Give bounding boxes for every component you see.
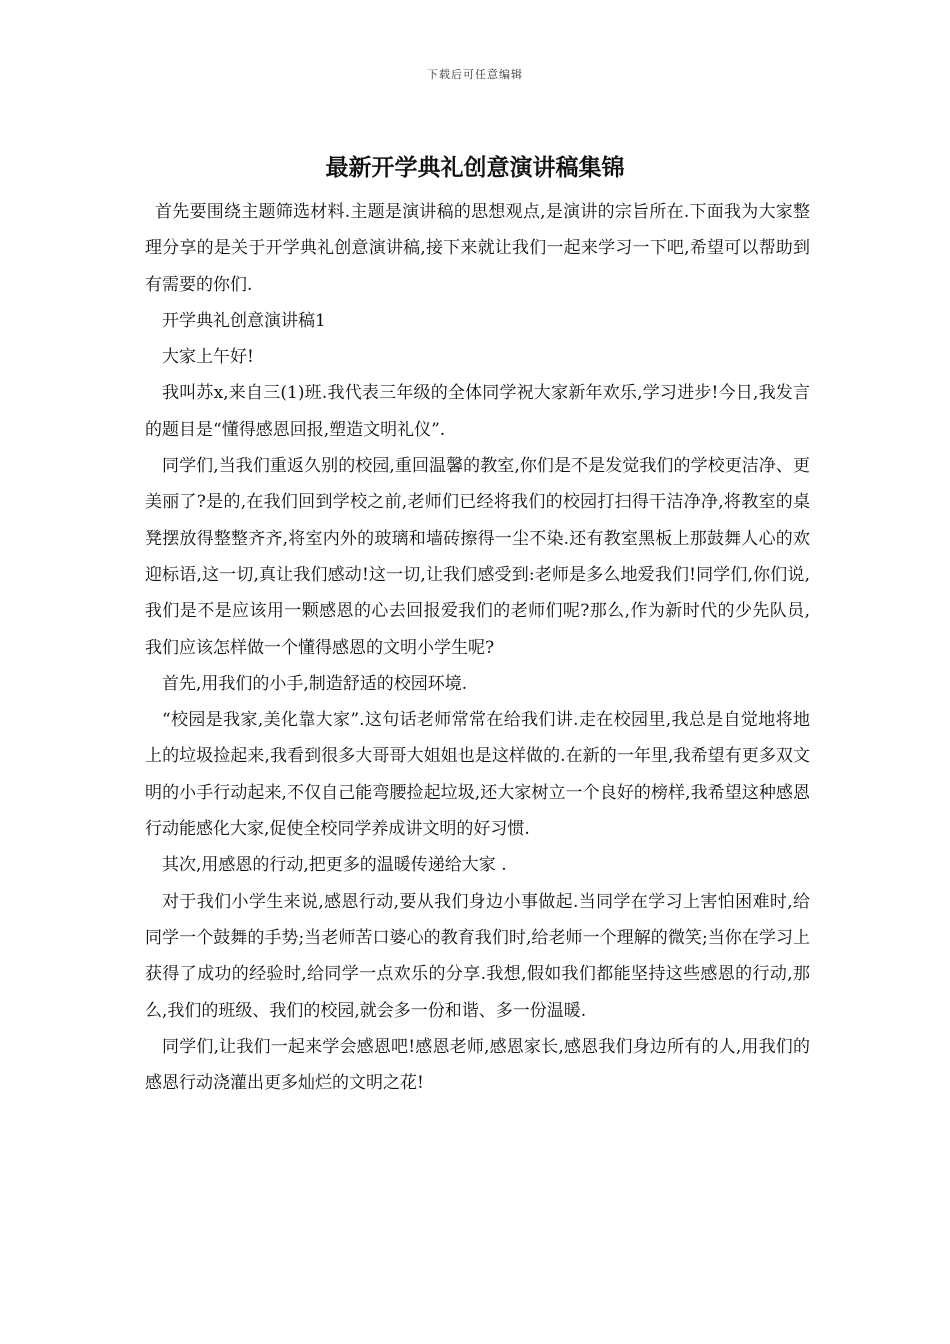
document-body xyxy=(145,194,810,1101)
paragraph-intro: 首先要围绕主题筛选材料.主题是演讲稿的思想观点,是演讲的宗旨所在.下面我为大家整理分享的是关于开学典礼创意演讲稿,接下来就让我们一起来学习一下吧,希望可以帮助到有需要的你们. xyxy=(145,202,810,295)
paragraph-speech-heading: 开学典礼创意演讲稿1 xyxy=(162,310,326,331)
paragraph: 对于我们小学生来说,感恩行动,要从我们身边小事做起.当同学在学习上害怕困难时,给同学一个鼓舞的手势;当老师苦口婆心的教育我们时,给老师一个理解的微笑;当你在学习上获得了成功的经验时,给同学一点欢乐的分享.我想,假如我们都能坚持这些感恩的行动,那么,我们的班级、我们的校园,就会多一份和谐、多一份温暖. xyxy=(145,891,810,1021)
paragraph: “校园是我家,美化靠大家”.这句话老师常常在给我们讲.走在校园里,我总是自觉地将地上的垃圾捡起来,我看到很多大哥哥大姐姐也是这样做的.在新的一年里,我希望有更多双文明的小手行动起来,不仅自己能弯腰捡起垃圾,还大家树立一个良好的榜样,我希望这种感恩行动能感化大家,促使全校同学养成讲文明的好习惯. xyxy=(145,710,810,840)
paragraph: 首先,用我们的小手,制造舒适的校园环境. xyxy=(162,673,468,694)
page-header-note: 下载后可任意编辑 xyxy=(427,68,523,81)
paragraph: 其次,用感恩的行动,把更多的温暖传递给大家 . xyxy=(162,855,507,876)
paragraph: 我叫苏x,来自三(1)班.我代表三年级的全体同学祝大家新年欢乐,学习进步!今日,我发言的题目是“懂得感恩回报,塑造文明礼仪”. xyxy=(145,383,810,440)
document-title: 最新开学典礼创意演讲稿集锦 xyxy=(325,155,625,181)
paragraph-greeting: 大家上午好! xyxy=(162,347,254,368)
paragraph: 同学们,当我们重返久别的校园,重回温馨的教室,你们是不是发觉我们的学校更洁净、更美丽了?是的,在我们回到学校之前,老师们已经将我们的校园打扫得干洁净净,将教室的桌凳摆放得整整齐齐,将室内外的玻璃和墙砖擦得一尘不染.还有教室黑板上那鼓舞人心的欢迎标语,这一切,真让我们感动!这一切,让我们感受到:老师是多么地爱我们!同学们,你们说,我们是不是应该用一颗感恩的心去回报爱我们的老师们呢?那么,作为新时代的少先队员,我们应该怎样做一个懂得感恩的文明小学生呢? xyxy=(145,456,810,658)
paragraph: 同学们,让我们一起来学会感恩吧!感恩老师,感恩家长,感恩我们身边所有的人,用我们的感恩行动浇灌出更多灿烂的文明之花! xyxy=(145,1036,810,1094)
